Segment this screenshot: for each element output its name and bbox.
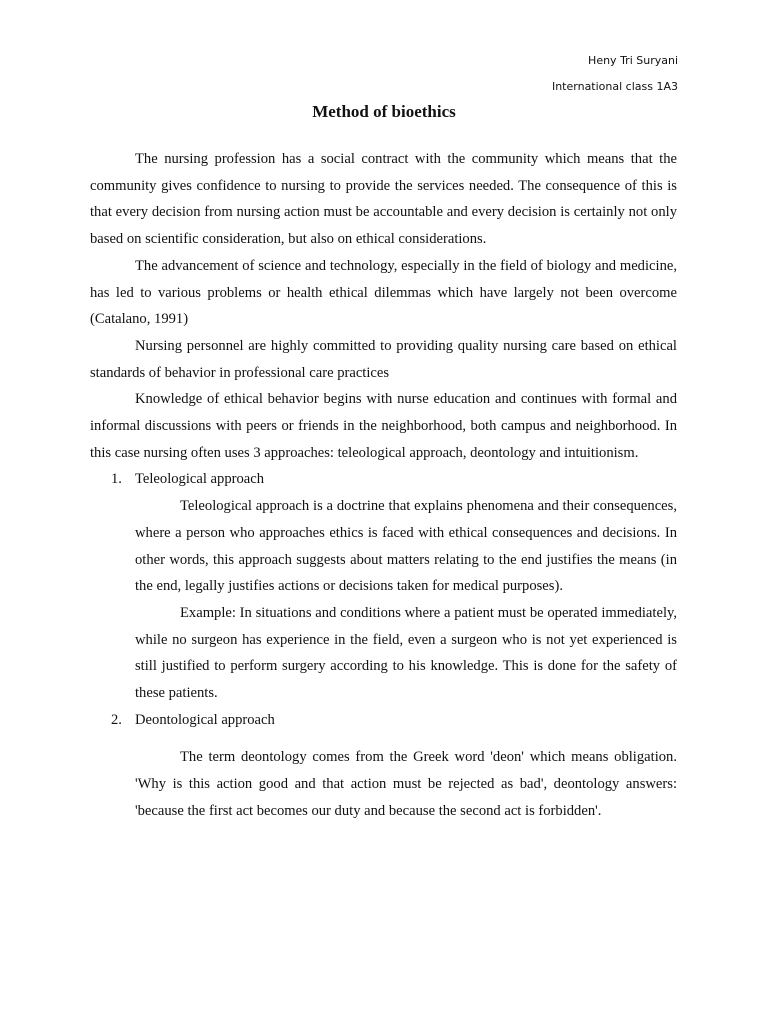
section-heading-deontological [90, 707, 677, 734]
document-title: Method of bioethics [312, 102, 456, 121]
teleological-paragraph-1: Teleological approach is a doctrine that explains phenomena and their consequences, where a person who approaches ethics is faced with ethical consequences and decisions. In other words, this approach suggests about matters relating to the end justifies the means (in the end, legally justifies actions or decisions taken for medical purposes). [135, 498, 677, 595]
author-class: International class 1A3 [551, 80, 678, 93]
section-number: 2. [111, 711, 122, 728]
author-name: Heny Tri Suryani [588, 54, 678, 67]
section-number: 1. [111, 471, 122, 488]
intro-paragraph-4: Knowledge of ethical behavior begins with nurse education and continues with formal and informal discussions with peers or friends in the neighborhood, both campus and neighborhood. In this case nursing often uses 3 approaches: teleological approach, deontology and intuitionism. [90, 391, 677, 461]
intro-paragraph-1: The nursing profession has a social contract with the community which means that the community gives confidence to nursing to provide the services needed. The consequence of this is that every decision from nursing action must be accountable and every decision is certainly not only based on scientific consideration, but also on ethical considerations. [90, 151, 677, 248]
section-heading-text: Deontological approach [135, 711, 275, 728]
section-heading-teleological [90, 466, 677, 493]
section-heading-text: Teleological approach [135, 471, 265, 488]
intro-paragraph-2: The advancement of science and technology, especially in the field of biology and medicine, has led to various problems or health ethical dilemmas which have largely not been overcome (Catalano, 1991) [90, 257, 677, 328]
deontological-paragraph-1: The term deontology comes from the Greek word 'deon' which means obligation. 'Why is this action good and that action must be rejected as bad', deontology answers: 'because the first act becomes our duty and because the second act is forbidden'. [135, 749, 677, 819]
spacer [90, 733, 677, 744]
document-body [90, 146, 677, 825]
intro-paragraph-3: Nursing personnel are highly committed to providing quality nursing care based on ethical standards of behavior in professional care practices [90, 337, 677, 381]
teleological-paragraph-2: Example: In situations and conditions where a patient must be operated immediately, while no surgeon has experience in the field, even a surgeon who is not yet experienced is still justified to perform surgery according to his knowledge. This is done for the safety of these patients. [135, 604, 677, 702]
